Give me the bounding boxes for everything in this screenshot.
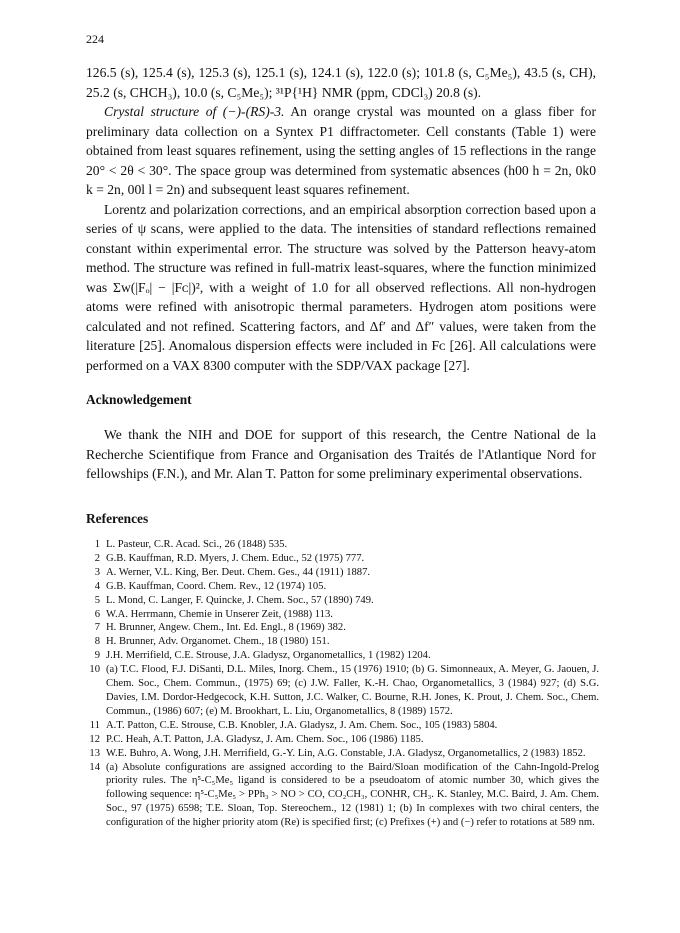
reference-item [86,621,599,635]
reference-item [86,552,599,566]
reference-number: 8 [94,636,100,648]
reference-item [86,538,599,552]
reference-number: 11 [89,719,100,731]
reference-item [86,663,599,719]
reference-number: 10 [89,664,100,676]
reference-text: H. Brunner, Angew. Chem., Int. Ed. Engl., 8 (1969) 382. [106,622,346,634]
reference-text: (a) Absolute configurations are assigned according to the Baird/Sloan modification of the Cahn-Ingold-Prelog priority rules. The η⁵-C₅Me₅ ligand is considered to be a pseudoatom of atomic number 30, which gives the following sequence: η⁵-C₅Me₅ > PPh₃ > NO > CO, CO₂CH₃, CONHR, CH₃. K. Stanley, M.C. Baird, J. Am. Chem. Soc., 97 (1975) 6598; T.E. Sloan, Top. Stereochem., 12 (1981) 1; (b) In complexes with two chiral centers, the configuration of the higher priority atom (Re) is specified first; (c) Prefixes (+) and (−) refer to rotations at 589 nm. [106,761,599,829]
reference-number: 4 [94,580,100,592]
reference-number: 3 [94,566,100,578]
reference-number: 12 [89,733,100,745]
reference-text: W.A. Herrmann, Chemie in Unserer Zeit, (1988) 113. [106,608,333,620]
reference-item [86,566,599,580]
reference-number: 5 [94,594,100,606]
reference-number: 6 [94,608,100,620]
refinement-paragraph: Lorentz and polarization corrections, and an empirical absorption correction based upon a series of ψ scans, were applied to the data. The intensities of standard reflections remained constant within experimental error. The structure was solved by the Patterson heavy-atom method. The structure was refined in full-matrix least-squares, where the function minimized was Σw(|Fₒ| − |Fᴄ|)², with a weight of 1.0 for all observed reflections. All non-hydrogen atoms were refined with anisotropic thermal parameters. Hydrogen atom positions were calculated and not refined. Scattering factors, and Δf′ and Δf″ values, were taken from the literature [25]. Anomalous dispersion effects were included in Fᴄ [26]. All calculations were performed on a VAX 8300 computer with the SDP/VAX package [27]. [86,201,596,373]
body-text [86,63,596,375]
reference-list [86,538,599,830]
reference-item [86,580,599,594]
reference-number: 2 [94,552,100,564]
reference-text: L. Mond, C. Langer, F. Quincke, J. Chem. Soc., 57 (1890) 749. [106,594,374,606]
reference-item [86,719,599,733]
reference-number: 14 [89,761,100,773]
reference-text: W.E. Buhro, A. Wong, J.H. Merrifield, G.-Y. Lin, A.G. Constable, J.A. Gladysz, Organometallics, 2 (1983) 1852. [106,747,586,759]
reference-text: G.B. Kauffman, R.D. Myers, J. Chem. Educ., 52 (1975) 777. [106,552,365,564]
reference-item [86,608,599,622]
reference-item [86,733,599,747]
references-heading: References [86,511,149,526]
reference-text: J.H. Merrifield, C.E. Strouse, J.A. Gladysz, Organometallics, 1 (1982) 1204. [106,650,431,662]
reference-number: 1 [94,539,100,550]
reference-text: P.C. Heah, A.T. Patton, J.A. Gladysz, J. Am. Chem. Soc., 106 (1986) 1185. [106,733,424,745]
reference-text: H. Brunner, Adv. Organomet. Chem., 18 (1980) 151. [106,636,330,648]
reference-item [86,761,599,831]
reference-item [86,649,599,663]
acknowledgement-heading: Acknowledgement [86,392,192,407]
reference-number: 9 [94,650,100,662]
reference-number: 7 [94,622,100,634]
reference-text: A.T. Patton, C.E. Strouse, C.B. Knobler, J.A. Gladysz, J. Am. Chem. Soc., 105 (1983) 5804. [106,719,498,731]
reference-number: 13 [89,747,100,759]
reference-item [86,594,599,608]
reference-item [86,635,599,649]
reference-text: L. Pasteur, C.R. Acad. Sci., 26 (1848) 535. [106,539,288,550]
reference-item [86,747,599,761]
crystal-structure-text: An orange crystal was mounted on a glass fiber for preliminary data collection on a Syntex P1 diffractometer. Cell constants (Table 1) were obtained from least squares refinement, using the setting angles of 15 reflections in the range 20° < 2θ < 30°. The space group was determined from systematic absences (h00 h = 2n, 0k0 k = 2n, 00l l = 2n) and subsequent least squares refinement. [86,104,596,197]
crystal-structure-paragraph [86,102,596,200]
crystal-structure-heading: Crystal structure of (−)-(RS)-3. [104,104,285,119]
page-number: 224 [86,32,104,46]
acknowledgement-text: We thank the NIH and DOE for support of this research, the Centre National de la Recherche Scientifique from France and Organisation des Traités de l'Atlantique Nord for fellowships (F.N.), and Mr. Alan T. Patton for some preliminary experimental observations. [86,427,596,481]
reference-text: A. Werner, V.L. King, Ber. Deut. Chem. Ges., 44 (1911) 1887. [106,566,371,578]
nmr-data-paragraph: 126.5 (s), 125.4 (s), 125.3 (s), 125.1 (s), 124.1 (s), 122.0 (s); 101.8 (s, C₅Me₅), 43.5 (s, CH), 25.2 (s, CHCH₃), 10.0 (s, C₅Me₅); ³¹P{¹H} NMR (ppm, CDCl₃) 20.8 (s). [86,65,596,100]
reference-text: (a) T.C. Flood, F.J. DiSanti, D.L. Miles, Inorg. Chem., 15 (1976) 1910; (b) G. Simonneaux, A. Meyer, G. Jaouen, J. Chem. Soc., Chem. Commun., (1975) 69; (c) J.W. Faller, K.-H. Chao, Organometallics, 3 (1984) 927; (d) S.G. Davies, I.M. Dordor-Hedgecock, K.H. Sutton, J.C. Walker, C. Bourne, R.H. Jones, K. Prout, J. Chem. Soc., Chem. Commun., (1986) 607; (e) M. Brookhart, L. Liu, Organometallics, 8 (1989) 1572. [106,664,599,717]
reference-text: G.B. Kauffman, Coord. Chem. Rev., 12 (1974) 105. [106,580,327,592]
